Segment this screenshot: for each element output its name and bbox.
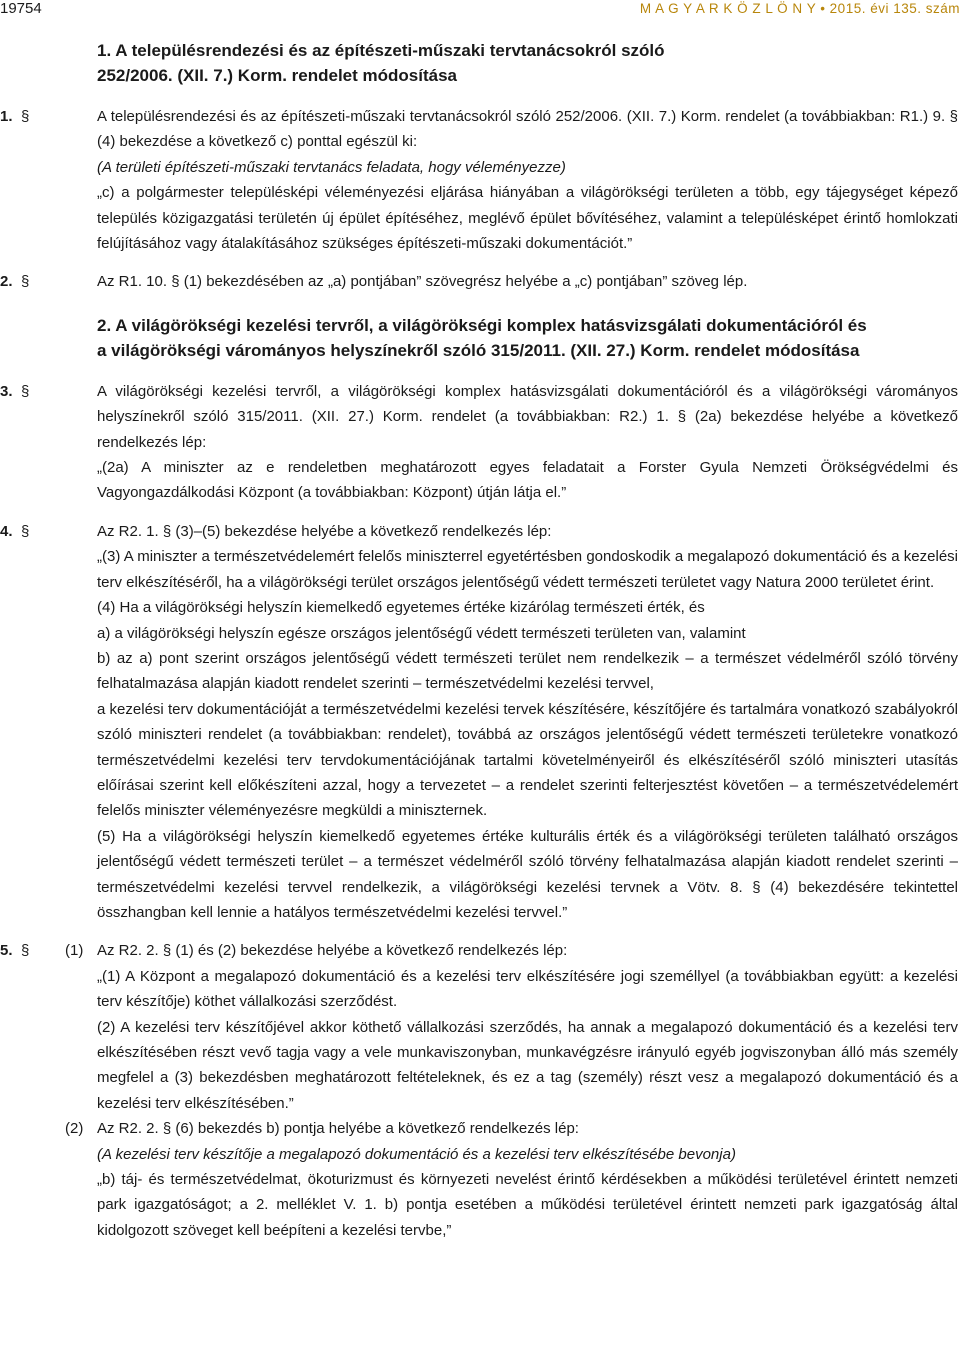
- section-number: 4.: [0, 522, 13, 540]
- section-5: [0, 938, 958, 1243]
- document-body: [0, 38, 958, 1256]
- subsection-number: (1): [65, 942, 84, 960]
- section-number: 2.: [0, 273, 13, 291]
- journal-title: M A G Y A R K Ö Z L Ö N Y • 2015. évi 135. szám: [639, 1, 960, 16]
- chapter-title-2: 2. A világörökségi kezelési tervről, a világörökségi komplex hatásvizsgálati dokumentációról és a világörökségi várományos helyszínekről szóló 315/2011. (XII. 27.) Korm. rendelet módosítása: [97, 315, 867, 360]
- paragraph-sign: §: [21, 382, 30, 400]
- section-text: „(3) A miniszter a természetvédelemért felelős miniszterrel egyetértésben gondoskodik a megalapozó dokumentáció és a kezelési terv elkészítéséről, ha a világörökségi terület országos jelentőségű védett természeti területet vagy Natura 2000 területet érint.: [97, 548, 958, 591]
- section-2: [0, 269, 958, 294]
- chapter-title-1: 1. A településrendezési és az építészeti-műszaki tervtanácsokról szóló 252/2006. (XII. 7.) Korm. rendelet módosítása: [97, 41, 665, 85]
- page-header: [0, 0, 960, 20]
- section-number: 5.: [0, 942, 13, 960]
- section-4: [0, 519, 958, 926]
- section-text: Az R2. 1. § (3)–(5) bekezdése helyébe a következő rendelkezés lép:: [97, 522, 552, 540]
- section-text: „b) táj- és természetvédelmat, ökoturizmust és környezeti nevelést érintő kérdésekben a működési területével érintett nemzeti park igazgatóságot; a 2. melléklet V. 1. b) pontja esetében a működési területével érintett nemzeti park igazgatóság által kidolgozott szöveget kell beépíteni a kezelési tervbe,”: [97, 1171, 958, 1239]
- section-text: Az R2. 2. § (6) bekezdés b) pontja helyébe a következő rendelkezés lép:: [97, 1120, 579, 1138]
- section-text: „(1) A Központ a megalapozó dokumentáció és a kezelési terv elkészítésére jogi személlyel (a továbbiakban együtt: a kezelési terv készítője) köthet vállalkozási szerződést.: [97, 967, 958, 1011]
- section-text: Az R2. 2. § (1) és (2) bekezdése helyébe a következő rendelkezés lép:: [97, 942, 568, 960]
- section-text: „(2a) A miniszter az e rendeletben meghatározott egyes feladatait a Forster Gyula Nemzeti Örökségvédelmi és Vagyongazdálkodási Központ (a továbbiakban: Központ) útján látja el.”: [97, 459, 958, 502]
- section-text: (A kezelési terv készítője a megalapozó dokumentáció és a kezelési terv elkészítésébe bevonja): [97, 1145, 736, 1163]
- section-text: (5) Ha a világörökségi helyszín kiemelkedő egyetemes értéke kulturális érték és a világörökségi területen található országos jelentőségű védett természeti terület – a természet védelméről szóló törvény felhatalmazása alapján kiadott rendelet szerinti – természetvédelmi kezelési tervvel rendelkezik, a világörökségi kezelési tervnek a Vötv. 8. § (4) bekezdésére tekintettel összhangban kell lennie a hatályos természetvédelmi kezelési tervvel.”: [97, 827, 958, 921]
- section-number: 3.: [0, 382, 13, 400]
- section-text: Az R1. 10. § (1) bekezdésében az „a) pontjában” szövegrész helyébe a „c) pontjában” szöveg lép.: [97, 273, 748, 291]
- section-number: 1.: [0, 108, 13, 125]
- paragraph-sign: §: [21, 942, 30, 960]
- section-text: A világörökségi kezelési tervről, a világörökségi komplex hatásvizsgálati dokumentációról és a világörökségi várományos helyszínekről szóló 315/2011. (XII. 27.) Korm. rendelet (a továbbiakban: R2.) 1. § (2a) bekezdése helyébe a következő rendelkezés lép:: [97, 382, 958, 451]
- paragraph-sign: §: [21, 273, 30, 291]
- section-3: [0, 379, 958, 506]
- subsection-2: [65, 1116, 958, 1243]
- section-1: [0, 104, 958, 256]
- paragraph-sign: §: [21, 522, 30, 540]
- section-text: b) az a) pont szerint országos jelentőségű védett természeti terület nem rendelkezik – a természet védelméről szóló törvény felhatalmazása alapján kiadott rendelet szerinti – természetvédelmi kezelési tervvel,: [97, 649, 958, 693]
- section-text: a kezelési terv dokumentációját a természetvédelmi kezelési tervek készítésére, készítőjére és tartalmára vonatkozó szabályokról szóló miniszteri rendelet (a továbbiakban: rendelet), továbbá az országos jelentőségű védett természeti területekre vonatkozó természetvédelmi kezelési terv tervdokumentációjának tartalmi követelményeiről és elkészítéséről szóló miniszteri utasítás előírásai szerint kell előkészíteni azzal, hogy a tervezetet – a rendelet szerinti felterjesztést követően – a természetvédelemért felelős miniszter véleményezésre megküldi a miniszternek.: [97, 700, 958, 820]
- section-text: (4) Ha a világörökségi helyszín kiemelkedő egyetemes értéke kizárólag természeti érték, és: [97, 599, 705, 617]
- page-number: 19754: [0, 0, 42, 17]
- section-text: (2) A kezelési terv készítőjével akkor köthető vállalkozási szerződés, ha annak a megalapozó dokumentáció és a kezelési terv elkészítésében részt vevő tagja vagy a vele munkaviszonyban, munkavégzésre irányuló egyéb jogviszonyban álló más személy megfelel a (3) bekezdésben meghatározott feltételeknek, és ez a tag (személy) részt vesz a megalapozó dokumentáció és a kezelési terv elkészítésében.”: [97, 1018, 958, 1112]
- subsection-number: (2): [65, 1120, 84, 1138]
- section-text: A településrendezési és az építészeti-műszaki tervtanácsokról szóló 252/2006. (XII. 7.) Korm. rendelet (a továbbiakban: R1.) 9. § (4) bekezdése a következő c) ponttal egészül ki:: [97, 108, 958, 151]
- section-text: (A területi építészeti-műszaki tervtanács feladata, hogy véleményezze): [97, 158, 566, 176]
- section-text: „c) a polgármester településképi véleményezési eljárása hiányában a világörökségi területen a több, egy tájegységet képező település közigazgatási területén új épület építéséhez, meglévő épület bővítéséhez, valamint a településképet érintő homlokzati felújításához vagy átalakításához szükséges építészeti-műszaki dokumentációt.”: [97, 184, 958, 253]
- section-text: a) a világörökségi helyszín egésze országos jelentőségű védett természeti területen van, valamint: [97, 624, 746, 642]
- paragraph-sign: §: [21, 108, 30, 125]
